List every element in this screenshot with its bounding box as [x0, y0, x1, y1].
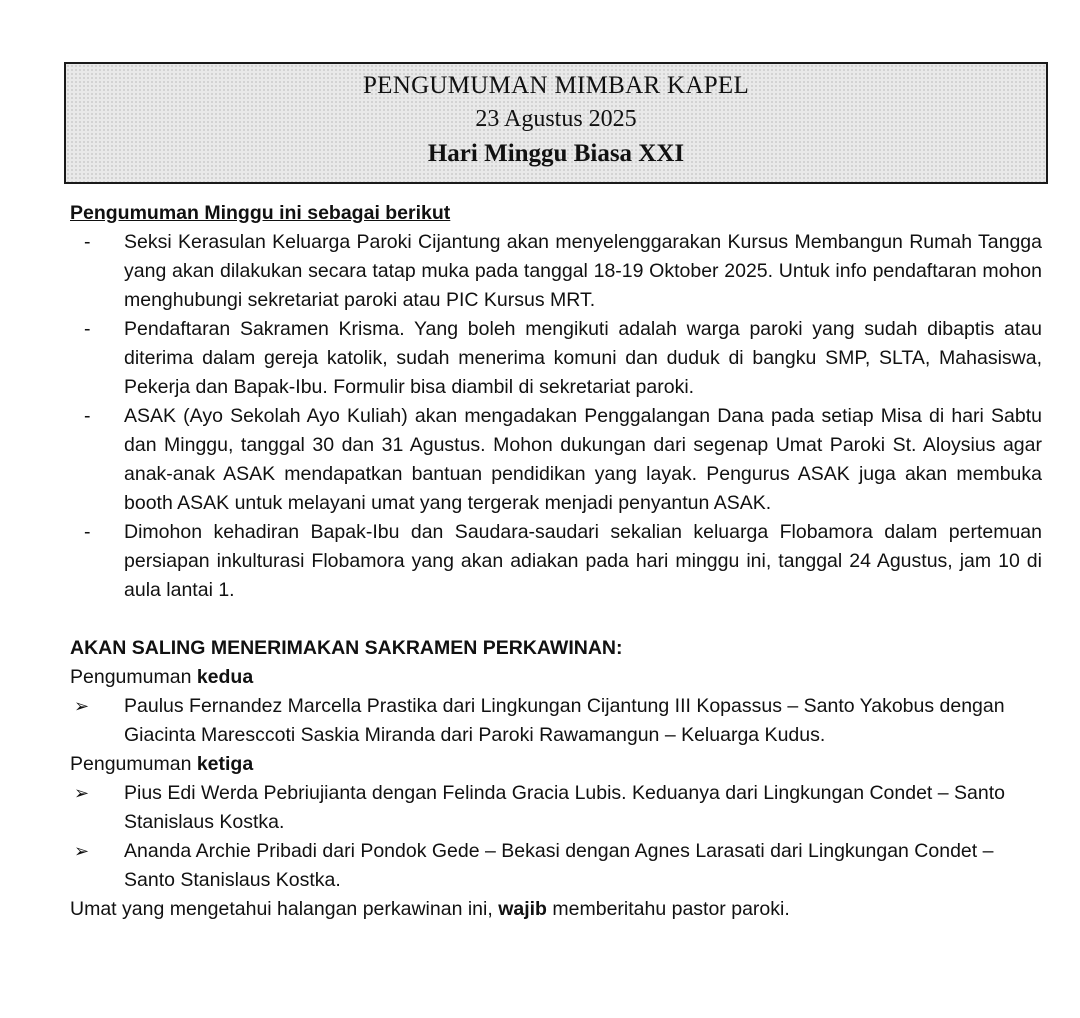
couple-entry-text: Paulus Fernandez Marcella Prastika dari Lingkungan Cijantung III Kopassus – Santo Yakobus dengan Giacinta Maresccoti Saskia Miranda dari Paroki Rawamangun – Keluarga Kudus.: [124, 695, 1005, 746]
dash-bullet: -: [84, 318, 91, 340]
announcement-body: [70, 199, 1042, 924]
weekly-item-text: Dimohon kehadiran Bapak-Ibu dan Saudara-saudari sekalian keluarga Flobamora dalam pertemuan persiapan inkulturasi Flobamora yang akan adiakan pada hari minggu ini, tanggal 24 Agustus, jam 10 di aula lantai 1.: [124, 521, 1042, 601]
weekly-item-text: Pendaftaran Sakramen Krisma. Yang boleh mengikuti adalah warga paroki yang sudah dibaptis atau diterima dalam gereja katolik, sudah menerima komuni dan duduk di bangku SMP, SLTA, Mahasiswa, Pekerja dan Bapak-Ibu. Formulir bisa diambil di sekretariat paroki.: [124, 318, 1042, 398]
weekly-item: [70, 402, 1042, 518]
marriage-section-title: AKAN SALING MENERIMAKAN SAKRAMEN PERKAWINAN:: [70, 637, 623, 659]
arrow-bullet-icon: ➢: [74, 696, 90, 716]
couple-entry-text: Pius Edi Werda Pebriujianta dengan Felinda Gracia Lubis. Keduanya dari Lingkungan Condet – Santo Stanislaus Kostka.: [124, 782, 1005, 833]
dash-bullet: -: [84, 231, 91, 253]
dash-bullet: -: [84, 521, 91, 543]
weekly-item-text: Seksi Kerasulan Keluarga Paroki Cijantung akan menyelenggarakan Kursus Membangun Rumah Tangga yang akan dilakukan secara tatap muka pada tanggal 18-19 Oktober 2025. Untuk info pendaftaran mohon menghubungi sekretariat paroki atau PIC Kursus MRT.: [124, 231, 1042, 311]
couple-entry: [70, 779, 1042, 837]
document-title: PENGUMUMAN MIMBAR KAPEL: [362, 72, 750, 99]
closing-note-prefix: Umat yang mengetahui halangan perkawinan ini,: [70, 898, 499, 920]
weekly-item-text: ASAK (Ayo Sekolah Ayo Kuliah) akan mengadakan Penggalangan Dana pada setiap Misa di hari Sabtu dan Minggu, tanggal 30 dan 31 Agustus. Mohon dukungan dari segenap Umat Paroki St. Aloysius agar anak-anak ASAK mendapatkan bantuan pendidikan yang layak. Pengurus ASAK juga akan membuka booth ASAK untuk melayani umat yang tergerak menjadi penyantun ASAK.: [124, 405, 1042, 514]
arrow-bullet-icon: ➢: [74, 841, 90, 861]
couple-entry: [70, 692, 1042, 750]
round-label-ordinal: ketiga: [196, 753, 254, 775]
round-label-ordinal: kedua: [196, 666, 254, 688]
liturgical-day: Hari Minggu Biasa XXI: [427, 140, 685, 167]
weekly-item: [70, 315, 1042, 402]
section-spacer: [70, 605, 1042, 634]
dash-bullet: -: [84, 405, 91, 427]
arrow-bullet-icon: ➢: [74, 783, 90, 803]
announcement-round-label: [70, 663, 1042, 692]
round-label-prefix: Pengumuman: [70, 753, 197, 775]
couple-entry: [70, 837, 1042, 895]
document-date: 23 Agustus 2025: [475, 106, 637, 132]
announcement-round-label: [70, 750, 1042, 779]
weekly-item: [70, 518, 1042, 605]
closing-note-emphasis: wajib: [498, 898, 547, 920]
round-label-prefix: Pengumuman: [70, 666, 197, 688]
weekly-item: [70, 228, 1042, 315]
closing-note-suffix: memberitahu pastor paroki.: [546, 898, 790, 920]
weekly-section-title: Pengumuman Minggu ini sebagai berikut: [70, 202, 451, 224]
couple-entry-text: Ananda Archie Pribadi dari Pondok Gede – Bekasi dengan Agnes Larasati dari Lingkungan Condet – Santo Stanislaus Kostka.: [124, 840, 994, 891]
announcement-header-box: [64, 62, 1048, 184]
closing-note: [70, 895, 1042, 924]
